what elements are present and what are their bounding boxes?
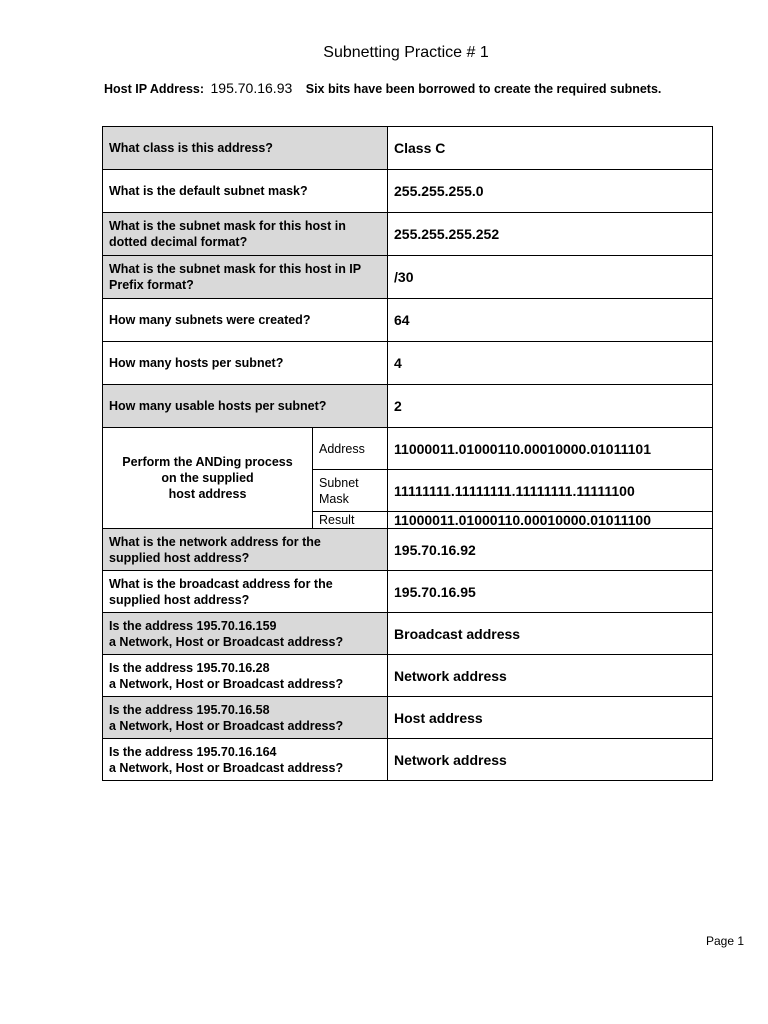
question-cell: What is the subnet mask for this host in IP Prefix format?	[103, 256, 388, 299]
borrowed-bits-note: Six bits have been borrowed to create the required subnets.	[305, 82, 662, 96]
question-cell: What class is this address?	[103, 127, 388, 170]
subnet-mask-label-line: Mask	[319, 491, 349, 506]
table-row	[103, 697, 713, 739]
table-row	[103, 385, 713, 428]
table-row	[103, 299, 713, 342]
anding-label-line: host address	[168, 487, 247, 501]
host-ip-label: Host IP Address:	[104, 82, 205, 96]
page-title: Subnetting Practice # 1	[323, 44, 489, 61]
table-row	[103, 256, 713, 299]
answer-cell: Host address	[388, 697, 713, 739]
table-row	[103, 613, 713, 655]
question-cell	[103, 529, 388, 571]
question-line: a Network, Host or Broadcast address?	[109, 676, 344, 691]
table-row	[103, 571, 713, 613]
table-row	[103, 342, 713, 385]
question-cell: How many subnets were created?	[103, 299, 388, 342]
subnet-mask-label	[313, 470, 388, 512]
result-binary: 11000011.01000110.00010000.01011100	[388, 512, 713, 529]
table-row	[103, 213, 713, 256]
anding-instruction	[103, 428, 313, 529]
question-line: a Network, Host or Broadcast address?	[109, 760, 344, 775]
question-cell: What is the subnet mask for this host in dotted decimal format?	[103, 213, 388, 256]
answer-cell: 2	[388, 385, 713, 428]
answer-cell: Broadcast address	[388, 613, 713, 655]
address-label: Address	[313, 428, 388, 470]
question-line: supplied host address?	[109, 550, 250, 565]
question-cell: How many usable hosts per subnet?	[103, 385, 388, 428]
answer-cell: Network address	[388, 739, 713, 781]
host-ip-value: 195.70.16.93	[210, 80, 293, 96]
anding-address-row	[103, 428, 713, 470]
answer-cell: 255.255.255.0	[388, 170, 713, 213]
answer-cell: Class C	[388, 127, 713, 170]
question-cell	[103, 655, 388, 697]
answer-cell: 195.70.16.95	[388, 571, 713, 613]
question-line: What is the network address for the	[109, 534, 321, 549]
answer-cell: 255.255.255.252	[388, 213, 713, 256]
subnet-mask-binary: 11111111.11111111.11111111.11111100	[388, 470, 713, 512]
table-row	[103, 127, 713, 170]
question-cell: What is the default subnet mask?	[103, 170, 388, 213]
table-row	[103, 529, 713, 571]
page-number: Page 1	[706, 934, 745, 948]
subnetting-table	[102, 126, 713, 781]
intro-line	[104, 80, 661, 96]
table-row	[103, 655, 713, 697]
question-cell	[103, 739, 388, 781]
answer-cell: Network address	[388, 655, 713, 697]
question-line: What is the broadcast address for the	[109, 576, 333, 591]
subnet-mask-label-line: Subnet	[319, 475, 359, 490]
question-line: a Network, Host or Broadcast address?	[109, 634, 344, 649]
question-line: Is the address 195.70.16.159	[109, 618, 277, 633]
answer-cell: /30	[388, 256, 713, 299]
question-cell	[103, 571, 388, 613]
question-cell: How many hosts per subnet?	[103, 342, 388, 385]
table-row	[103, 739, 713, 781]
question-line: supplied host address?	[109, 592, 250, 607]
question-cell	[103, 697, 388, 739]
address-binary: 11000011.01000110.00010000.01011101	[388, 428, 713, 470]
question-line: Is the address 195.70.16.28	[109, 660, 270, 675]
question-cell	[103, 613, 388, 655]
anding-label-line: on the supplied	[161, 471, 254, 485]
question-line: Is the address 195.70.16.58	[109, 702, 270, 717]
answer-cell: 4	[388, 342, 713, 385]
answer-cell: 64	[388, 299, 713, 342]
question-line: a Network, Host or Broadcast address?	[109, 718, 344, 733]
answer-cell: 195.70.16.92	[388, 529, 713, 571]
anding-label-line: Perform the ANDing process	[122, 455, 293, 469]
question-line: Is the address 195.70.16.164	[109, 744, 277, 759]
table-row	[103, 170, 713, 213]
result-label: Result	[313, 512, 388, 529]
